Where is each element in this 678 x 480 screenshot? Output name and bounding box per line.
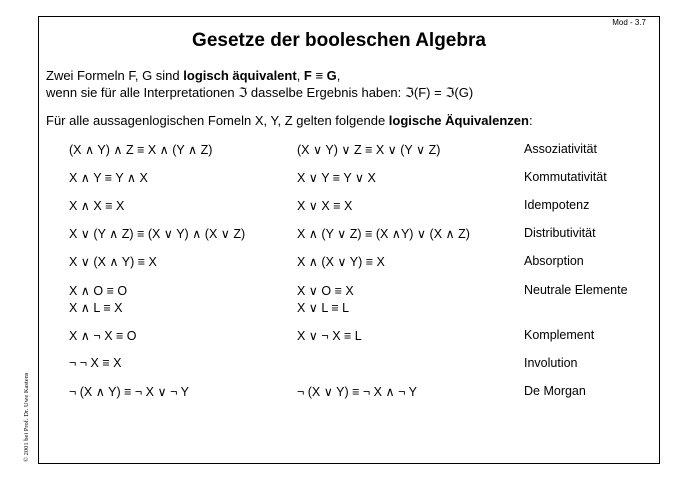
law-name: Komplement <box>524 328 595 342</box>
law-left: X ∨ (X ∧ Y) ≡ X <box>69 255 157 269</box>
law-name: Absorption <box>524 254 584 268</box>
intro-text: , <box>296 68 304 83</box>
law-right: X ∧ (X ∨ Y) ≡ X <box>297 255 385 269</box>
law-right: X ∨ L ≡ L <box>297 301 350 315</box>
law-right: X ∨ Y ≡ Y ∨ X <box>297 171 376 185</box>
law-left: X ∧ ¬ X ≡ O <box>69 329 137 343</box>
intro-formula: F ≡ G <box>303 68 337 83</box>
intro-text: Für alle aussagenlogischen Fomeln X, Y, Z gelten folgende <box>46 113 389 128</box>
law-left: X ∧ O ≡ O <box>69 284 128 298</box>
intro-term: logisch äquivalent <box>183 68 297 83</box>
law-right: X ∨ X ≡ X <box>297 199 353 213</box>
law-left: X ∨ (Y ∧ Z) ≡ (X ∨ Y) ∧ (X ∨ Z) <box>69 227 246 241</box>
law-right: ¬ (X ∨ Y) ≡ ¬ X ∧ ¬ Y <box>297 385 417 399</box>
law-left: ¬ ¬ X ≡ X <box>69 356 122 370</box>
law-name: Assoziativität <box>524 142 597 156</box>
intro-term: logische Äquivalenzen <box>388 113 529 128</box>
intro-text: , <box>336 68 341 83</box>
law-left: X ∧ X ≡ X <box>69 199 125 213</box>
page-title: Gesetze der booleschen Algebra <box>192 30 486 51</box>
law-name: Distributivität <box>524 226 596 240</box>
copyright-notice: © 2001 bei Prof. Dr. Uwe Kastens <box>23 372 30 462</box>
law-name: Idempotenz <box>524 198 590 212</box>
law-right: (X ∨ Y) ∨ Z ≡ X ∨ (Y ∨ Z) <box>297 143 441 157</box>
law-left: X ∧ Y ≡ Y ∧ X <box>69 171 148 185</box>
law-left: X ∧ L ≡ X <box>69 301 123 315</box>
law-left: (X ∧ Y) ∧ Z ≡ X ∧ (Y ∧ Z) <box>69 143 213 157</box>
law-name: Neutrale Elemente <box>524 283 628 297</box>
intro-line-2: wenn sie für alle Interpretationen ℑ dasselbe Ergebnis haben: ℑ(F) = ℑ(G) <box>46 85 474 100</box>
law-name: De Morgan <box>524 384 586 398</box>
law-name: Kommutativität <box>524 170 607 184</box>
law-left: ¬ (X ∧ Y) ≡ ¬ X ∨ ¬ Y <box>69 385 189 399</box>
intro-line-1 <box>46 68 340 83</box>
intro-line-3 <box>46 113 533 128</box>
intro-text: Zwei Formeln F, G sind <box>46 68 184 83</box>
slide-id: Mod - 3.7 <box>612 18 646 27</box>
intro-text: : <box>528 113 533 128</box>
law-right: X ∧ (Y ∨ Z) ≡ (X ∧Y) ∨ (X ∧ Z) <box>297 227 470 241</box>
law-right: X ∨ ¬ X ≡ L <box>297 329 362 343</box>
law-name: Involution <box>524 356 578 370</box>
law-right: X ∨ O ≡ X <box>297 284 354 298</box>
